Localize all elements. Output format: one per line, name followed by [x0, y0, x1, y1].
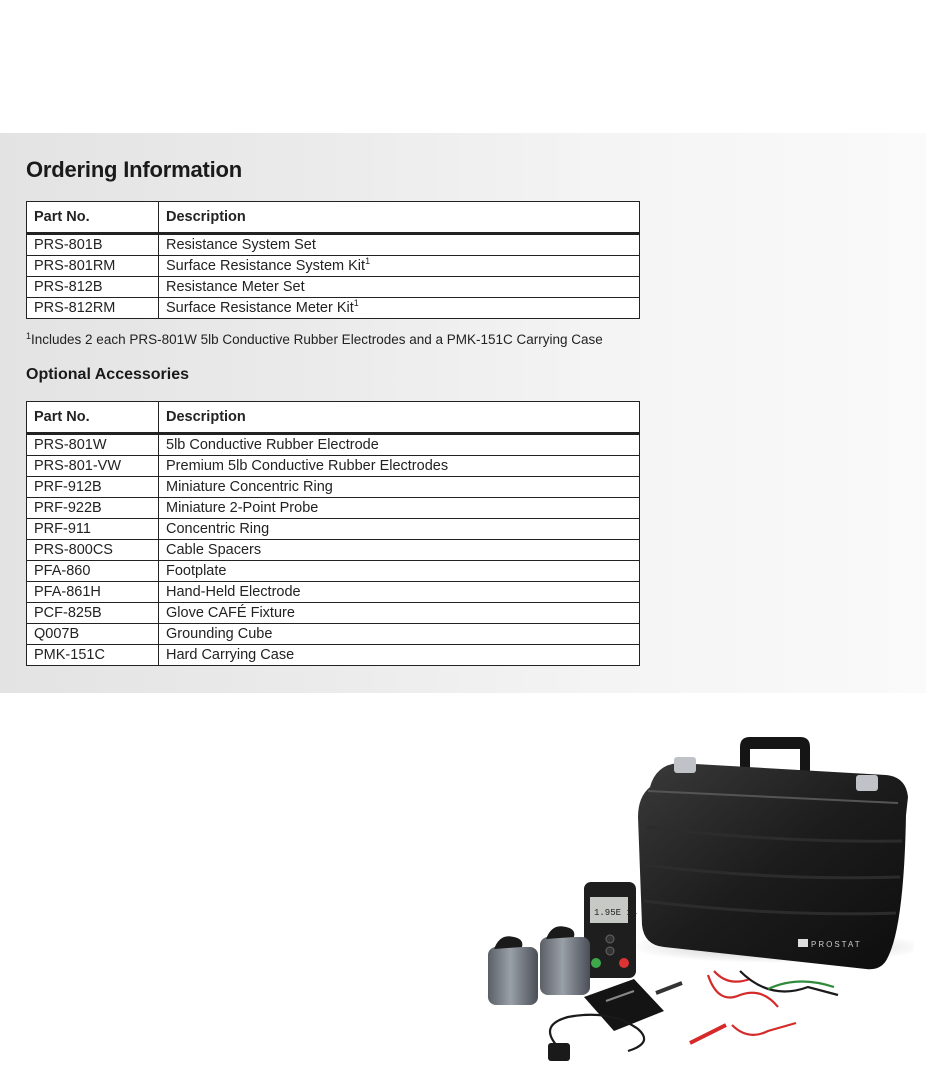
description-cell [159, 561, 640, 582]
description-text: Grounding Cube [166, 626, 273, 642]
table-row [27, 540, 640, 561]
description-text: Hand-Held Electrode [166, 584, 301, 600]
description-text: Footplate [166, 563, 227, 579]
description-cell [159, 256, 640, 277]
carrying-case [628, 737, 914, 969]
table-row [27, 477, 640, 498]
description-text: Miniature 2-Point Probe [166, 500, 319, 516]
description-cell [159, 645, 640, 666]
part-number-cell: PRS-801B [27, 234, 159, 256]
part-number-cell: PRF-912B [27, 477, 159, 498]
description-cell [159, 519, 640, 540]
description-cell [159, 277, 640, 298]
description-cell [159, 603, 640, 624]
table-row [27, 298, 640, 319]
description-cell [159, 234, 640, 256]
description-text: Cable Spacers [166, 542, 262, 558]
part-number-cell: PRF-911 [27, 519, 159, 540]
column-header-description: Description [159, 202, 640, 234]
meter-display-text: 1.95E 14 [594, 908, 638, 918]
part-number-cell: PRS-801W [27, 434, 159, 456]
description-cell [159, 298, 640, 319]
part-number-cell: PRS-812RM [27, 298, 159, 319]
column-header-part: Part No. [27, 402, 159, 434]
table-row [27, 624, 640, 645]
column-header-description: Description [159, 402, 640, 434]
manual [584, 979, 664, 1031]
column-header-part: Part No. [27, 202, 159, 234]
table-row [27, 561, 640, 582]
footnote-text: Includes 2 each PRS-801W 5lb Conductive Rubber Electrodes and a PMK-151C Carrying Case [31, 332, 603, 347]
test-leads [548, 971, 838, 1061]
case-brand-label: PROSTAT [811, 940, 862, 949]
table-row [27, 582, 640, 603]
description-cell [159, 582, 640, 603]
description-cell [159, 434, 640, 456]
table-row [27, 456, 640, 477]
description-cell [159, 624, 640, 645]
table-row [27, 498, 640, 519]
part-number-cell: PRF-922B [27, 498, 159, 519]
table-row [27, 434, 640, 456]
description-cell [159, 456, 640, 477]
description-cell [159, 498, 640, 519]
table-row [27, 519, 640, 540]
part-number-cell: PRS-801-VW [27, 456, 159, 477]
resistance-meter [584, 882, 637, 978]
ordering-footnote [26, 332, 603, 347]
description-text: Surface Resistance System Kit [166, 258, 366, 274]
part-number-cell: PFA-861H [27, 582, 159, 603]
description-text: Miniature Concentric Ring [166, 479, 333, 495]
ordering-title: Ordering Information [26, 157, 243, 182]
description-text: Surface Resistance Meter Kit [166, 300, 354, 316]
part-number-cell: PFA-860 [27, 561, 159, 582]
description-text: Premium 5lb Conductive Rubber Electrodes [166, 458, 449, 474]
description-cell [159, 477, 640, 498]
table-row [27, 645, 640, 666]
description-text: Glove CAFÉ Fixture [166, 605, 295, 621]
product-photo [478, 725, 914, 1077]
description-text: Hard Carrying Case [166, 647, 295, 663]
description-text: 5lb Conductive Rubber Electrode [166, 437, 379, 453]
table-row [27, 277, 640, 298]
table-row [27, 256, 640, 277]
accessories-title: Optional Accessories [26, 366, 190, 383]
description-text: Concentric Ring [166, 521, 270, 537]
footnote-mark: 1 [26, 331, 32, 341]
description-text: Resistance System Set [166, 237, 316, 253]
table-header-row [27, 402, 640, 434]
footnote-mark: 1 [365, 256, 371, 266]
part-number-cell: PMK-151C [27, 645, 159, 666]
part-number-cell: PRS-801RM [27, 256, 159, 277]
ordering-table [26, 201, 640, 319]
table-row [27, 234, 640, 256]
part-number-cell: PRS-800CS [27, 540, 159, 561]
footnote-mark: 1 [353, 298, 359, 308]
part-number-cell: PRS-812B [27, 277, 159, 298]
description-text: Resistance Meter Set [166, 279, 305, 295]
accessories-table [26, 401, 640, 666]
rubber-electrodes [485, 926, 593, 1005]
description-cell [159, 540, 640, 561]
part-number-cell: PCF-825B [27, 603, 159, 624]
table-header-row [27, 202, 640, 234]
part-number-cell: Q007B [27, 624, 159, 645]
table-row [27, 603, 640, 624]
